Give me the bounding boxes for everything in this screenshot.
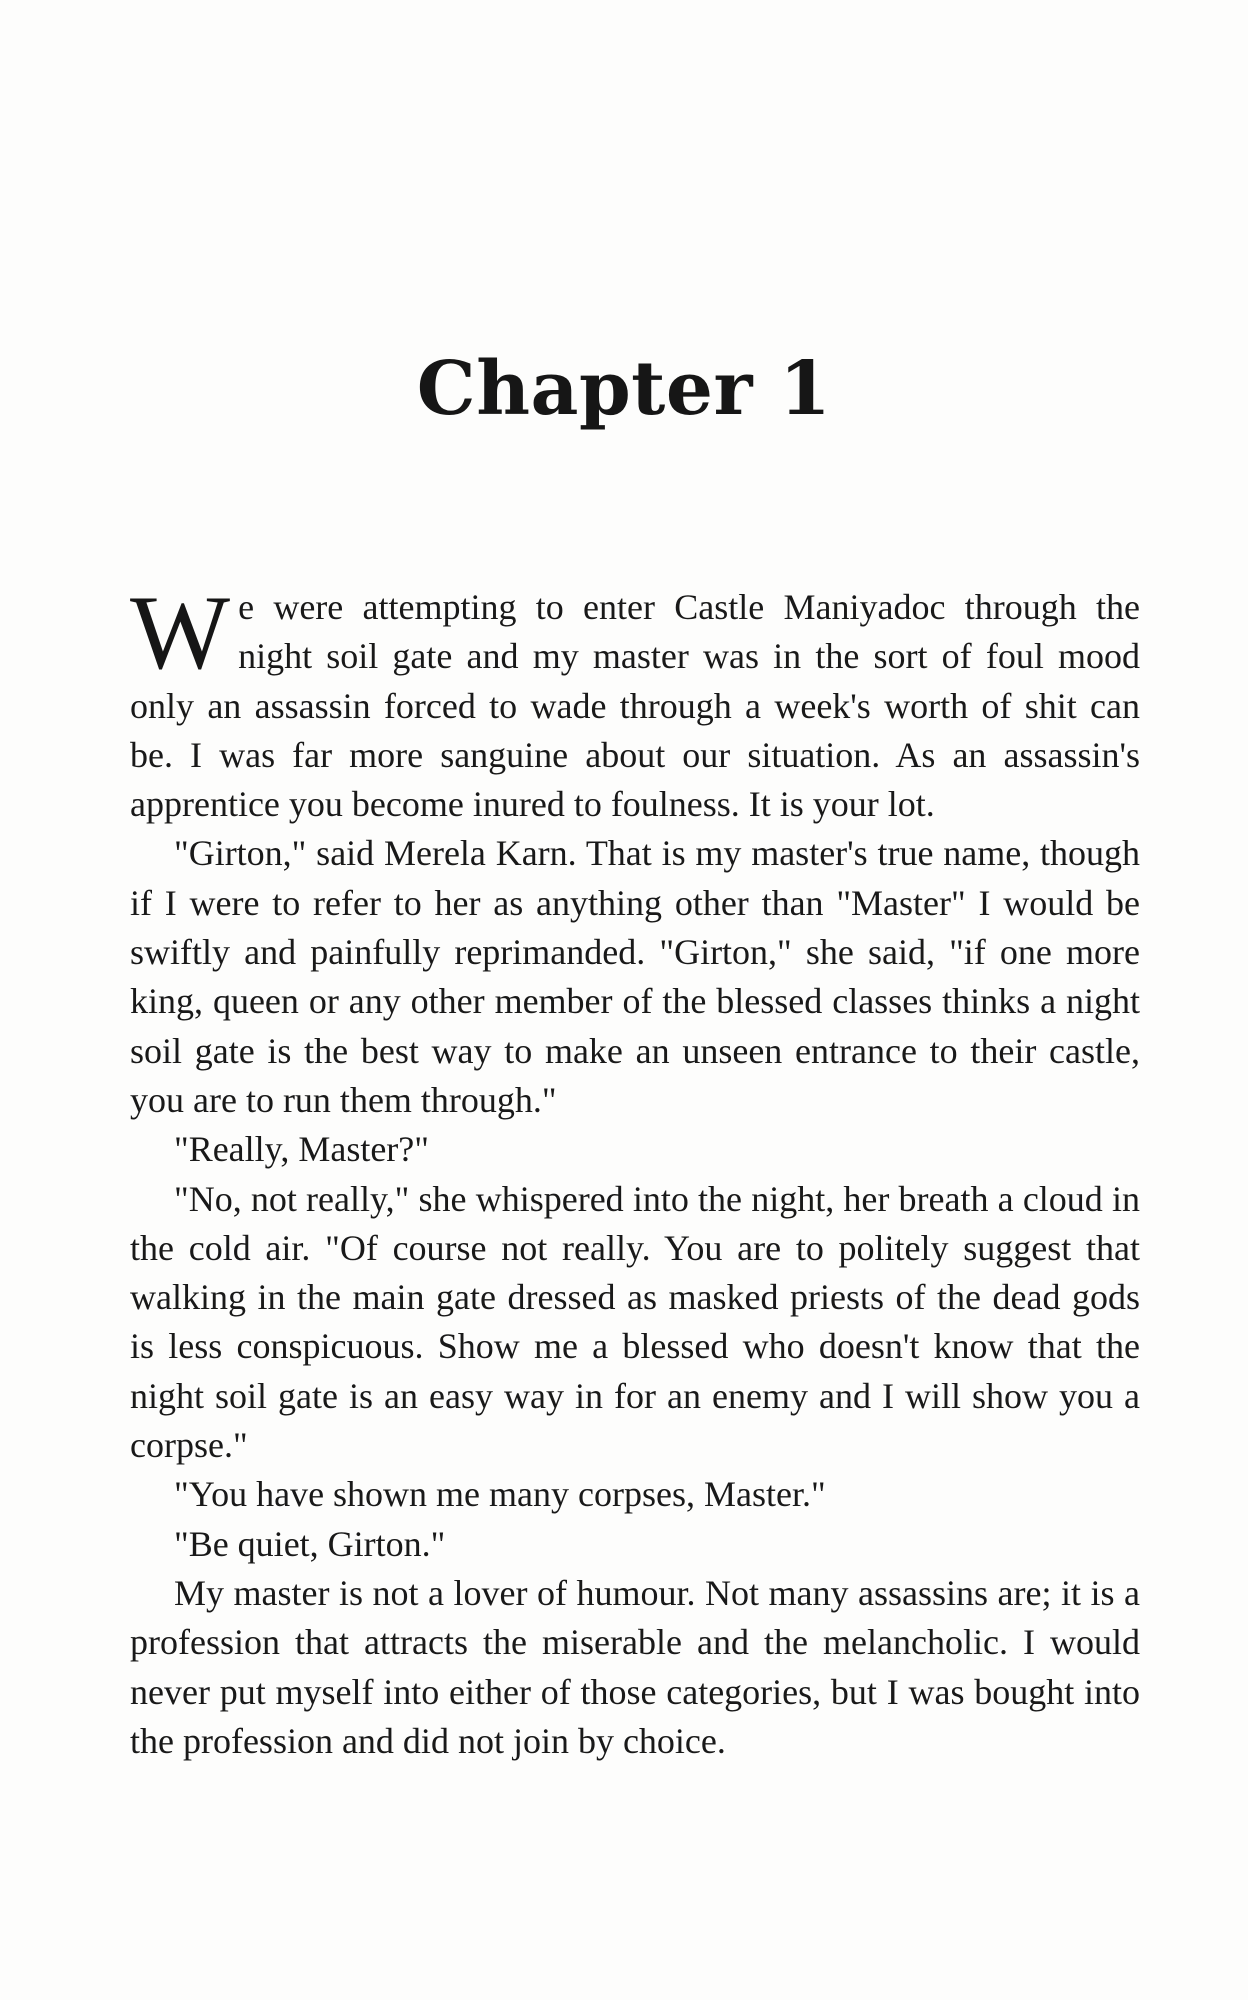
paragraph-6: "Be quiet, Girton." bbox=[174, 1523, 446, 1564]
paragraph-1 bbox=[130, 574, 1140, 829]
paragraph-7: My master is not a lover of humour. Not many assassins are; it is a profession that attracts the miserable and the melancholic. I would never put myself into either of those categories, but I was bought into the profession and did not join by choice. bbox=[130, 1572, 1140, 1761]
chapter-body bbox=[130, 574, 1140, 1766]
paragraph-2: "Girton," said Merela Karn. That is my master's true name, though if I were to refer to her as anything other than "Master" I would be swiftly and painfully reprimanded. "Girton," she said, "if one more king, queen or any other member of the blessed classes thinks a night soil gate is the best way to make an unseen entrance to their castle, you are to run them through." bbox=[130, 833, 1140, 1120]
drop-cap: W bbox=[130, 574, 231, 691]
paragraph-4: "No, not really," she whispered into the night, her breath a cloud in the cold air. "Of course not really. You are to politely suggest that walking in the main gate dressed as masked priests of the dead gods is less conspicuous. Show me a blessed who doesn't know that the night soil gate is an easy way in for an enemy and I will show you a corpse." bbox=[130, 1178, 1140, 1466]
paragraph-5: "You have shown me many corpses, Master." bbox=[174, 1474, 826, 1515]
paragraph-3: "Really, Master?" bbox=[174, 1129, 429, 1170]
chapter-title: Chapter 1 bbox=[416, 346, 832, 432]
paragraph-1-text: e were attempting to enter Castle Maniyadoc through the night soil gate and my master was in the sort of foul mood only an assassin forced to wade through a week's worth of shit can be. I was far more sanguine about our situation. As an assassin's apprentice you become inured to foulness. It is your lot. bbox=[130, 587, 1140, 825]
